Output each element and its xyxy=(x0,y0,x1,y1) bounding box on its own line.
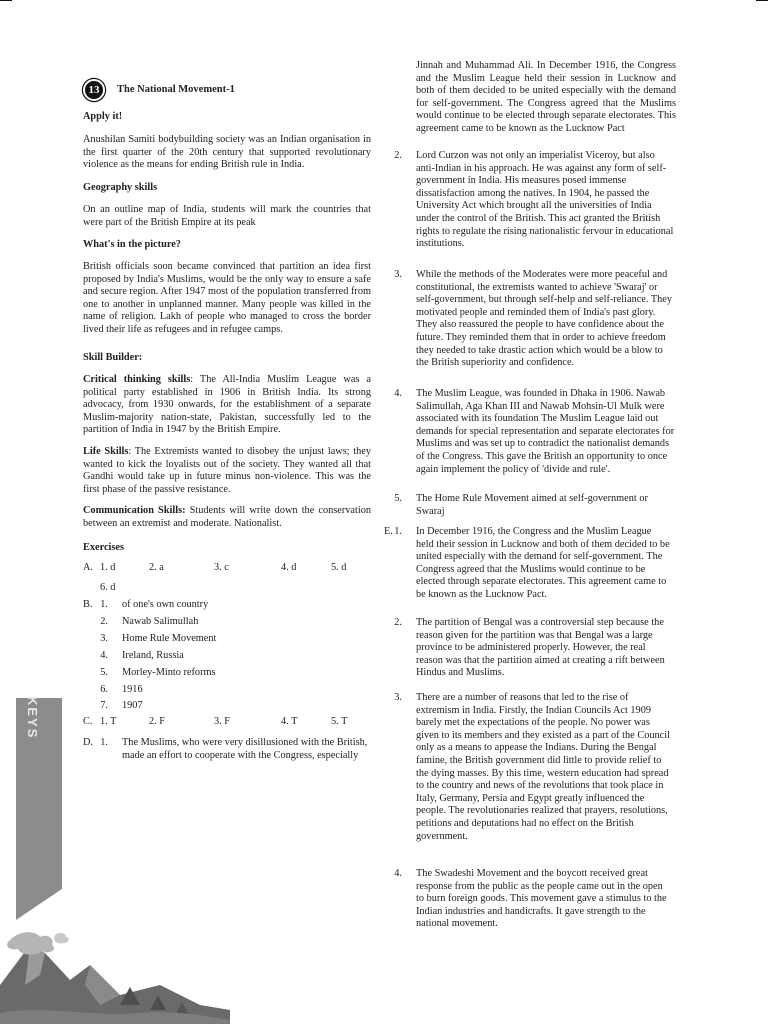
answer-b-2: 2. Nawab Salimullah xyxy=(100,616,199,627)
geography-heading: Geography skills xyxy=(83,182,158,193)
answer-d-1-start: 1. The Muslims, who were very disillusioned with the British, made an effort to cooperate with the Congress, especially xyxy=(100,737,368,761)
answer-e-4: 4. The Swadeshi Movement and the boycott received great response from the public as the people came out in the open to burn foreign goods. This movement gave a stimulus to the Indian industries and handicrafts. It gave strength to the national movement. xyxy=(394,868,667,930)
answer-c-3: 3. F xyxy=(214,716,231,727)
mountain-scenery-illustration xyxy=(0,925,230,1024)
answer-b-5: 5. Morley-Minto reforms xyxy=(100,667,216,678)
section-d-label: D. xyxy=(83,737,94,748)
exercises-heading: Exercises xyxy=(83,542,124,553)
apply-heading: Apply it! xyxy=(83,111,123,122)
chapter-number-badge: 13 xyxy=(83,79,105,101)
answer-e-2: 2. The partition of Bengal was a controversial step because the reason given for the partition was that Bengal was a large province to be administered properly. However, the real reason was that the partition aimed at creating a rift between Hindus and Muslims. xyxy=(394,617,665,679)
crop-mark-right xyxy=(756,0,768,1)
answer-a-3: 3. c xyxy=(214,562,229,573)
answer-a-4: 4. d xyxy=(281,562,297,573)
answer-d-1-cont: Jinnah and Muhammad Ali. In December 1916, the Congress and the Muslim League held their session in Lucknow and both of them decided to be united especially with the demand for self-government. The Congress agreed that the Muslims would continue to be elected through separate electorates. This agreement came to be known as the Lucknow Pact xyxy=(416,60,676,134)
answer-d-5: 5. The Home Rule Movement aimed at self-government or Swaraj xyxy=(394,493,648,517)
answer-a-2: 2. a xyxy=(149,562,164,573)
skill-heading: Skill Builder: xyxy=(83,352,143,363)
crop-mark-left xyxy=(0,0,12,1)
keys-tab-label: KEYS xyxy=(25,696,40,740)
section-c-label: C. xyxy=(83,716,93,727)
section-a-label: A. xyxy=(83,562,94,573)
answer-a-6: 6. d xyxy=(100,582,116,593)
section-e-label: E. xyxy=(384,526,393,537)
geography-text: On an outline map of India, students will mark the countries that were part of the British Empire at its peak xyxy=(83,204,371,228)
picture-heading: What's in the picture? xyxy=(83,239,181,250)
answer-c-1: 1. T xyxy=(100,716,117,727)
chapter-title: The National Movement-1 xyxy=(117,83,235,95)
answer-d-2: 2. Lord Curzon was not only an imperialist Viceroy, but also anti-Indian in his approach. He was against any form of self-government in India. His measures posed immense dissatisfaction among the natives. In 1904, he passed the University Act which brought all the universities of India under the control of the British. This act granted the British rights to regulate the rising nationalistic fervour in educational institutions. xyxy=(394,150,674,250)
answer-d-3: 3. While the methods of the Moderates were more peaceful and constitutional, the extremists wanted to achieve 'Swaraj' or self-government, but through self-help and self-reliance. They motivated people and reminded them of India's past glory. They also reassured the people to have confidence about the future. They reminded them that in order to achieve freedom they needed to take drastic action which would be a blow to the British superiority and confidence. xyxy=(394,269,672,369)
answer-e-3: 3. There are a number of reasons that led to the rise of extremism in India. Firstly, the Indian Councils Act 1909 barely met the expectations of the people. No power was given to its members and they existed as a part of the Council only as a means to appease the Indians. During the Bengal famine, the British government did little to provide relief to the dying masses. By this time, western education had spread to the country and news of the revolutions that took place in Italy, Germany, Persia and Egypt greatly influenced the people. The revolutionaries realized that prayers, resolutions, petitions and deputations had no effect on the British government. xyxy=(394,692,670,842)
answer-a-5: 5. d xyxy=(331,562,347,573)
critical-thinking-text: Critical thinking skills: The All-India Muslim League was a political party established in 1906 in British India. Its strong advocacy, from 1930 onwards, for the establishment of a separate Muslim-majority nation-state, Pakistan, successfully led to the partition of India in 1947 by the British Empire. xyxy=(83,374,371,436)
answer-e-1: 1. In December 1916, the Congress and the Muslim League held their session in Lucknow and both of them decided to be united especially with the demand for self-government. The Congress agreed that the Muslims would continue to be elected through separate electorates. This agreement came to be known as the Lucknow Pact. xyxy=(394,526,670,600)
answer-b-3: 3. Home Rule Movement xyxy=(100,633,217,644)
apply-text: Anushilan Samiti bodybuilding society was an Indian organisation in the first quarter of the 20th century that supported revolutionary violence as the means for ending British rule in India. xyxy=(83,134,371,171)
chapter-header xyxy=(83,79,235,101)
answer-a-1: 1. d xyxy=(100,562,116,573)
answer-c-5: 5. T xyxy=(331,716,348,727)
answer-d-4: 4. The Muslim League, was founded in Dhaka in 1906. Nawab Salimullah, Aga Khan III and Nawab Mohsin-Ul Mulk were associated with its foundation The Muslim League laid out demands for special representation and separate electorates for Muslims and was set up to contradict the nationalist demands of the Congress. This gave the British an opportunity to once again implement the policy of 'divide and rule'. xyxy=(394,388,675,475)
picture-text: British officials soon became convinced that partition an idea first proposed by India's Muslims, would be the only way to ensure a safe and secure region. After 1947 most of the population transferred from one to another in unplanned manner. Many people was killed in the name of religion. Lakh of people who managed to cross the border lived their life as refugees and in refugee camps. xyxy=(83,261,371,335)
answer-b-6: 6. 1916 xyxy=(100,684,143,695)
answer-b-4: 4. Ireland, Russia xyxy=(100,650,184,661)
answer-c-2: 2. F xyxy=(149,716,166,727)
answer-c-4: 4. T xyxy=(281,716,298,727)
answer-b-1: 1. of one's own country xyxy=(100,599,209,610)
communication-skills-text: Communication Skills: Students will write down the conservation between an extremist and moderate. Nationalist. xyxy=(83,505,372,529)
answer-b-7: 7. 1907 xyxy=(100,700,143,711)
section-b-label: B. xyxy=(83,599,93,610)
life-skills-text: Life Skills: The Extremists wanted to disobey the unjust laws; they wanted to kick the loyalists out of the society. They wanted all that Gandhi would take up in future minus non-violence. This was the first phase of the passive resistance. xyxy=(83,446,371,495)
